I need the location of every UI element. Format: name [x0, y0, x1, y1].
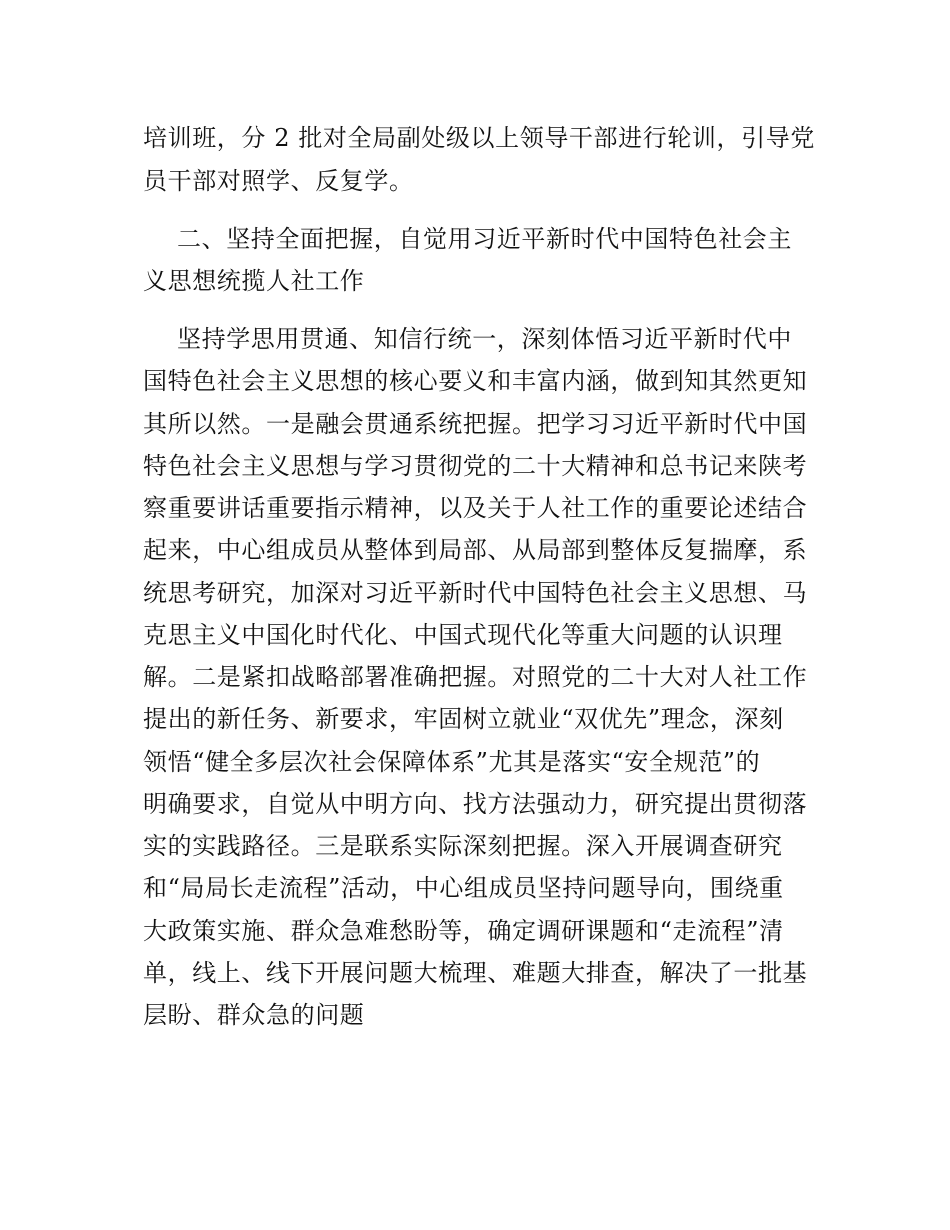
- paragraph-line: 层盼、群众急的问题: [143, 1001, 365, 1029]
- paragraph-line: 大政策实施、群众急难愁盼等，确定调研课题和“走流程”清: [143, 917, 784, 945]
- paragraph-line: 起来，中心组成员从整体到局部、从局部到整体反复揣摩，系: [143, 536, 808, 564]
- paragraph-line: 提出的新任务、新要求，牢固树立就业“双优先”理念，深刻: [143, 705, 784, 733]
- paragraph-line: 员干部对照学、反复学。: [143, 167, 414, 195]
- paragraph-line: 领悟“健全多层次社会保障体系”尤其是落实“安全规范”的: [143, 748, 761, 776]
- paragraph-line: 察重要讲话重要指示精神，以及关于人社工作的重要论述结合: [143, 494, 808, 522]
- paragraph-line: 坚持学思用贯通、知信行统一，深刻体悟习近平新时代中: [177, 325, 792, 353]
- paragraph-line: 特色社会主义思想与学习贯彻党的二十大精神和总书记来陕考: [143, 452, 808, 480]
- paragraph-line: 统思考研究，加深对习近平新时代中国特色社会主义思想、马: [143, 579, 808, 607]
- paragraph-line: 明确要求，自觉从中明方向、找方法强动力，研究提出贯彻落: [143, 790, 808, 818]
- section-heading-line: 义思想统揽人社工作: [143, 267, 365, 295]
- section-heading-line: 二、坚持全面把握，自觉用习近平新时代中国特色社会主: [177, 225, 792, 253]
- paragraph-line: 单，线上、线下开展问题大梳理、难题大排查，解决了一批基: [143, 959, 808, 987]
- paragraph-line: 克思主义中国化时代化、中国式现代化等重大问题的认识理: [143, 621, 783, 649]
- paragraph-line: 和“局局长走流程”活动，中心组成员坚持问题导向，围绕重: [143, 874, 784, 902]
- paragraph-line: 培训班，分 2 批对全局副处级以上领导干部进行轮训，引导党: [143, 124, 815, 152]
- paragraph-line: 国特色社会主义思想的核心要义和丰富内涵，做到知其然更知: [143, 367, 808, 395]
- paragraph-line: 实的实践路径。三是联系实际深刻把握。深入开展调查研究: [143, 832, 783, 860]
- paragraph-line: 解。二是紧扣战略部署准确把握。对照党的二十大对人社工作: [143, 663, 808, 691]
- paragraph-line: 其所以然。一是融会贯通系统把握。把学习习近平新时代中国: [143, 410, 808, 438]
